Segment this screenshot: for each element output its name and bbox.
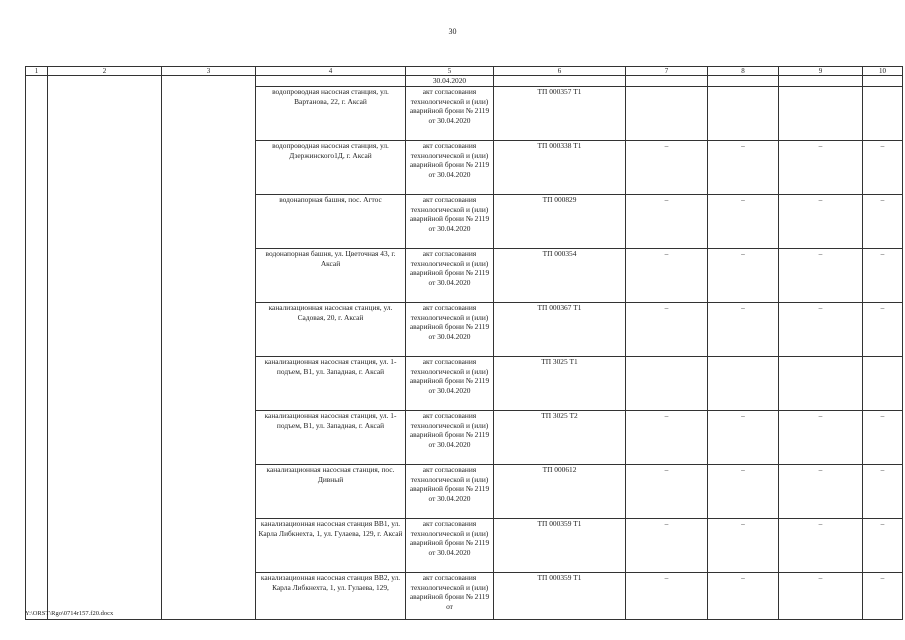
table-cell bbox=[626, 357, 708, 411]
act-cell: акт согласования технологической и (или) аварийной брони № 2119 от bbox=[406, 573, 494, 620]
table-cell: – bbox=[626, 465, 708, 519]
document-table bbox=[25, 66, 903, 620]
table-cell: – bbox=[863, 411, 903, 465]
table-cell bbox=[863, 357, 903, 411]
table-cell: – bbox=[626, 573, 708, 620]
column-number: 10 bbox=[863, 67, 903, 76]
object-cell: канализационная насосная станция ВВ2, ул. Карла Либкнехта, 1, ул. Гулаева, 129, bbox=[256, 573, 406, 620]
tp-cell: ТП 000359 Т1 bbox=[494, 519, 626, 573]
column-number: 6 bbox=[494, 67, 626, 76]
object-cell: водопроводная насосная станция, ул. Дзержинского1Д, г. Аксай bbox=[256, 141, 406, 195]
page-number: 30 bbox=[448, 27, 457, 36]
merged-cell-col1 bbox=[26, 76, 48, 620]
act-cell: акт согласования технологической и (или) аварийной брони № 2119 от 30.04.2020 bbox=[406, 519, 494, 573]
table-cell: – bbox=[708, 411, 779, 465]
file-path-footer: Y:\ORST\Rgo\0714r157.f20.docx bbox=[25, 610, 114, 617]
column-number: 2 bbox=[48, 67, 162, 76]
tp-cell: ТП 000359 Т1 bbox=[494, 573, 626, 620]
table-cell bbox=[779, 76, 863, 87]
tp-cell: ТП 000357 Т1 bbox=[494, 87, 626, 141]
continuation-row bbox=[26, 76, 903, 87]
column-number: 3 bbox=[162, 67, 256, 76]
table-cell: – bbox=[779, 573, 863, 620]
tp-cell: ТП 000829 bbox=[494, 195, 626, 249]
act-cell: акт согласования технологической и (или) аварийной брони № 2119 от 30.04.2020 bbox=[406, 465, 494, 519]
column-number: 1 bbox=[26, 67, 48, 76]
act-cell: акт согласования технологической и (или) аварийной брони № 2119 от 30.04.2020 bbox=[406, 249, 494, 303]
object-cell: водонапорная башня, ул. Цветочная 43, г. Аксай bbox=[256, 249, 406, 303]
table-cell bbox=[494, 76, 626, 87]
table-cell: – bbox=[863, 249, 903, 303]
table-cell bbox=[779, 357, 863, 411]
tp-cell: ТП 000354 bbox=[494, 249, 626, 303]
act-cell: акт согласования технологической и (или) аварийной брони № 2119 от 30.04.2020 bbox=[406, 411, 494, 465]
table-cell bbox=[863, 87, 903, 141]
table-cell: – bbox=[779, 249, 863, 303]
table-cell: – bbox=[779, 195, 863, 249]
merged-cell-col2 bbox=[48, 76, 162, 620]
table-cell: – bbox=[626, 249, 708, 303]
object-cell: канализационная насосная станция, пос. Дивный bbox=[256, 465, 406, 519]
tp-cell: ТП 3025 Т1 bbox=[494, 357, 626, 411]
table-cell bbox=[708, 87, 779, 141]
act-cell: акт согласования технологической и (или) аварийной брони № 2119 от 30.04.2020 bbox=[406, 303, 494, 357]
tp-cell: ТП 3025 Т2 bbox=[494, 411, 626, 465]
merged-cell-col3 bbox=[162, 76, 256, 620]
table-cell: – bbox=[779, 465, 863, 519]
table-cell bbox=[708, 357, 779, 411]
table-cell: – bbox=[863, 141, 903, 195]
table-cell: – bbox=[779, 303, 863, 357]
column-number: 4 bbox=[256, 67, 406, 76]
table-cell: – bbox=[626, 303, 708, 357]
object-cell: канализационная насосная станция ВВ1, ул. Карла Либкнехта, 1, ул. Гулаева, 129, г. Аксай bbox=[256, 519, 406, 573]
tp-cell: ТП 000338 Т1 bbox=[494, 141, 626, 195]
table-cell: – bbox=[708, 195, 779, 249]
table-cell: – bbox=[779, 411, 863, 465]
table-cell: – bbox=[626, 141, 708, 195]
act-cell: акт согласования технологической и (или) аварийной брони № 2119 от 30.04.2020 bbox=[406, 87, 494, 141]
column-number: 7 bbox=[626, 67, 708, 76]
table-cell: – bbox=[779, 141, 863, 195]
column-number-row bbox=[26, 67, 903, 76]
table-cell: – bbox=[863, 465, 903, 519]
act-cell: акт согласования технологической и (или) аварийной брони № 2119 от 30.04.2020 bbox=[406, 357, 494, 411]
column-number: 5 bbox=[406, 67, 494, 76]
table-cell bbox=[626, 76, 708, 87]
object-cell: канализационная насосная станция, ул. 1-подъем, В1, ул. Западная, г. Аксай bbox=[256, 357, 406, 411]
table-cell: – bbox=[863, 195, 903, 249]
table-cell: – bbox=[708, 573, 779, 620]
table-cell: – bbox=[863, 573, 903, 620]
table-cell: – bbox=[626, 411, 708, 465]
table-cell: – bbox=[708, 249, 779, 303]
object-cell: канализационная насосная станция, ул. 1-подъем, В1, ул. Западная, г. Аксай bbox=[256, 411, 406, 465]
tp-cell: ТП 000612 bbox=[494, 465, 626, 519]
object-cell: водонапорная башня, пос. Агтос bbox=[256, 195, 406, 249]
table-cell: – bbox=[863, 303, 903, 357]
table-cell: – bbox=[708, 465, 779, 519]
table-cell bbox=[779, 87, 863, 141]
column-number: 8 bbox=[708, 67, 779, 76]
object-cell: водопроводная насосная станция, ул. Вартанова, 22, г. Аксай bbox=[256, 87, 406, 141]
table-cell: – bbox=[626, 519, 708, 573]
table-cell bbox=[256, 76, 406, 87]
table-cell bbox=[626, 87, 708, 141]
table-cell: – bbox=[708, 519, 779, 573]
column-number: 9 bbox=[779, 67, 863, 76]
table-cell: – bbox=[708, 141, 779, 195]
object-cell: канализационная насосная станция, ул. Садовая, 20, г. Аксай bbox=[256, 303, 406, 357]
act-cell: акт согласования технологической и (или) аварийной брони № 2119 от 30.04.2020 bbox=[406, 195, 494, 249]
table-cell: – bbox=[863, 519, 903, 573]
act-cell: акт согласования технологической и (или) аварийной брони № 2119 от 30.04.2020 bbox=[406, 141, 494, 195]
tp-cell: ТП 000367 Т1 bbox=[494, 303, 626, 357]
table-cell: – bbox=[626, 195, 708, 249]
table-cell: – bbox=[779, 519, 863, 573]
act-cell: 30.04.2020 bbox=[406, 76, 494, 87]
table-cell bbox=[708, 76, 779, 87]
table-cell: – bbox=[708, 303, 779, 357]
table-cell bbox=[863, 76, 903, 87]
